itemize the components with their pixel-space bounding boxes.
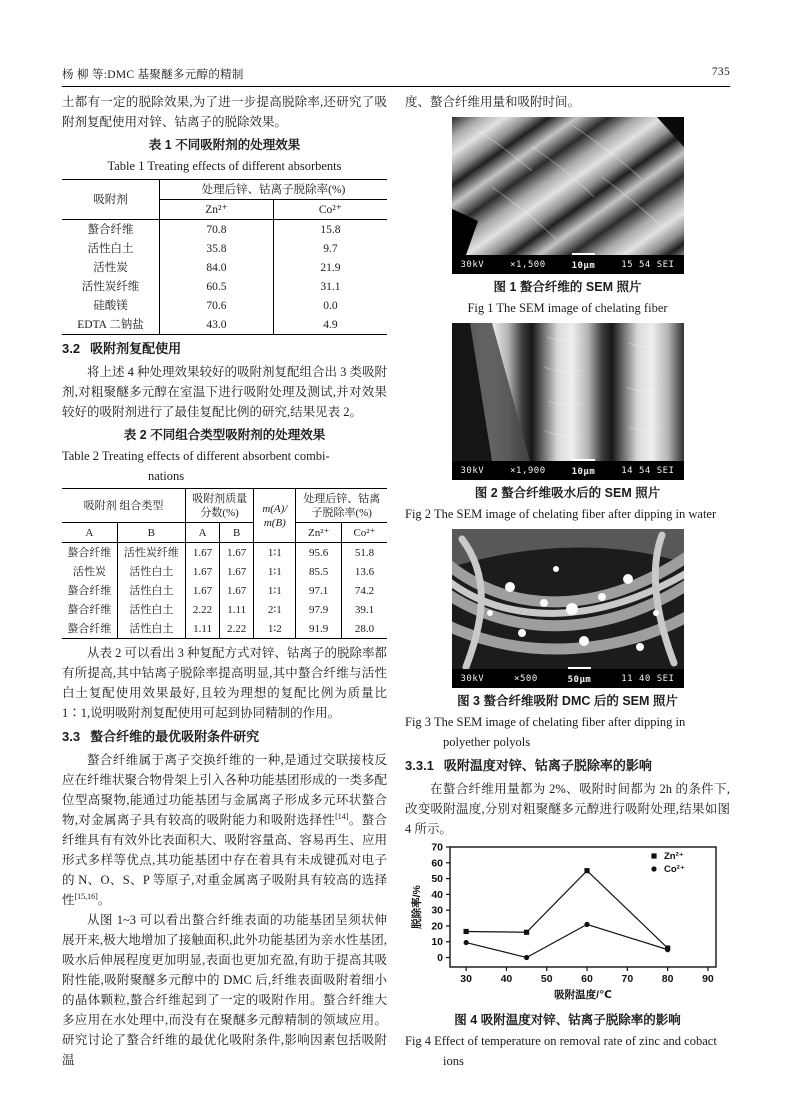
table2-col-combo: 吸附剂 组合类型 [62, 489, 185, 523]
sem-info-bar-3 [452, 669, 684, 688]
paragraph-after-table2: 从表 2 可以看出 3 种复配方式对锌、钴离子的脱除率都有所提高,其中钴离子脱除率提高明显,其中螯合纤维与活性白土复配使用效果最好,且较为理想的复配比例为质量比 1∶1,说明吸附剂复配使用可起到协同精制的作用。 [62, 646, 388, 720]
left-column [62, 92, 387, 1074]
table-row: 螯合纤维 70.8 15.8 [62, 220, 387, 240]
figure1-caption-en: Fig 1 The SEM image of chelating fiber [467, 301, 668, 315]
sem-image-1 [452, 117, 684, 255]
paragraph-3-3-b: 从图 1~3 可以看出螯合纤维表面的功能基团呈须状伸展开来,极大地增加了接触面积,此外功能基团为亲水性基团,吸水后伸展程度更加明显,表面也更加充盈,有助于提高其吸附性能,吸附聚醚多元醇中的 DMC 后,纤维表面吸附着细小的晶体颗粒,螯合纤维起到了一定的吸附作用。螯合纤维大多应用在水处理中,而没有在聚醚多元醇精制的领域应用。研究讨论了螯合纤维的最优化吸附条件,影响因素包括吸附温 [62, 913, 387, 1067]
figure3-caption-cn: 图 3 螯合纤维吸附 DMC 后的 SEM 照片 [457, 694, 678, 708]
table-row: 螯合纤维 活性白土 1.11 2.22 1∶2 91.9 28.0 [62, 619, 387, 639]
section-heading-3-3: 3.3 螯合纤维的最优吸附条件研究 [62, 729, 260, 744]
table1 [62, 179, 387, 335]
svg-text:40: 40 [500, 973, 512, 985]
paragraph-3-2: 将上述 4 种处理效果较好的吸附剂复配组合出 3 类吸附剂,对粗聚醚多元醇在室温下进行吸附处理及测试,并对效果较好的吸附剂进行了最佳复配比例的研究,结果见表 2。 [62, 365, 388, 419]
sem-image-3 [452, 529, 684, 669]
table1-col-co: Co²⁺ [273, 200, 387, 220]
ref-14: [14] [335, 811, 349, 821]
paragraph-intro: 土都有一定的脱除效果,为了进一步提高脱除率,还研究了吸附剂复配使用对锌、钴离子的脱除效果。 [62, 95, 387, 129]
ref-15-16: [15,16] [74, 891, 98, 901]
table1-col-group: 处理后锌、钴离子脱除率(%) [160, 180, 388, 200]
table2-col-mass: 吸附剂质量 分数(%) [185, 489, 253, 523]
right-column [405, 92, 730, 1074]
table-row: 活性炭 84.0 21.9 [62, 258, 387, 277]
figure2-caption-cn: 图 2 螯合纤维吸水后的 SEM 照片 [474, 486, 661, 500]
table2 [62, 488, 387, 639]
sem-image-2 [452, 323, 684, 461]
running-title: 杨 柳 等:DMC 基聚醚多元醇的精制 [62, 69, 244, 81]
sem-magnification: ×500 [514, 673, 538, 684]
svg-text:Co²⁺: Co²⁺ [663, 864, 685, 875]
line-chart [408, 841, 728, 1001]
svg-text:40: 40 [430, 888, 443, 901]
sem-figure-3 [452, 529, 684, 688]
sem-stamp: 11 40 SEI [621, 673, 675, 684]
table-row [62, 489, 387, 523]
running-header [62, 66, 730, 82]
paragraph-3-3-a: 螯合纤维属于离子交换纤维的一种,是通过交联接枝反应在纤维状聚合物骨架上引入各种功能基团形成的一类多配位型高聚物,能通过功能基团与金属离子形成多元环状螯合物,对金属离子具有较高的吸附能力和吸附选择性[14]。螯合纤维具有有效外比表面积大、吸附容量高、容易再生、应用形式多样等优点,其功能基团中存在着具有未成键孤对电子的 N、O、S、P 等原子,对重金属离子吸附具有较高的选择性[15,16]。 [62, 753, 388, 907]
table-row: 硅酸镁 70.6 0.0 [62, 296, 387, 315]
sem-scale-bar: 10μm [572, 253, 596, 276]
sem-kv: 30kV [460, 259, 485, 270]
table-row [62, 180, 387, 200]
figure4-chart [408, 841, 728, 1007]
sem-figure-1 [452, 117, 684, 274]
page-number: 735 [711, 66, 730, 78]
paragraph-3-3-1: 在螯合纤维用量都为 2%、吸附时间都为 2h 的条件下,改变吸附温度,分别对粗聚醚多元醇进行吸附处理,结果如图 4 所示。 [405, 782, 730, 836]
table2-col-ratio: m(A)/ m(B) [254, 489, 296, 543]
svg-text:50: 50 [540, 973, 553, 985]
svg-text:30: 30 [459, 973, 472, 985]
svg-text:吸附温度/℃: 吸附温度/℃ [553, 989, 612, 1001]
svg-text:90: 90 [701, 973, 714, 985]
table-row: EDTA 二钠盐 43.0 4.9 [62, 315, 387, 335]
svg-text:70: 70 [620, 973, 633, 985]
table-row: 螯合纤维 活性白土 1.67 1.67 1∶1 97.1 74.2 [62, 581, 387, 600]
svg-text:50: 50 [430, 873, 443, 886]
section-heading-3-3-1: 3.3.1 吸附温度对锌、钴离子脱除率的影响 [405, 758, 652, 773]
svg-text:0: 0 [436, 952, 443, 965]
figure4-caption-en: Fig 4 Effect of temperature on removal rate of zinc and cobact ions [405, 1034, 717, 1068]
svg-text:60: 60 [430, 857, 443, 870]
header-rule [62, 86, 730, 87]
table-row: 活性炭纤维 60.5 31.1 [62, 277, 387, 296]
svg-text:20: 20 [430, 920, 443, 933]
sem-scale-bar: 10μm [572, 459, 596, 482]
table-row: 活性炭 活性白土 1.67 1.67 1∶1 85.5 13.6 [62, 562, 387, 581]
table1-caption-en: Table 1 Treating effects of different absorbents [107, 159, 342, 173]
sem-magnification: ×1,900 [510, 465, 546, 476]
sem-stamp: 14 54 SEI [621, 465, 675, 476]
table2-caption-en: Table 2 Treating effects of different absorbent combi- nations [62, 449, 330, 483]
table2-col-removal: 处理后锌、钴离 子脱除率(%) [296, 489, 387, 523]
svg-text:10: 10 [430, 936, 443, 949]
paragraph-continuation: 度、螯合纤维用量和吸附时间。 [405, 95, 581, 109]
table1-col-zn: Zn²⁺ [160, 200, 274, 220]
svg-text:脱除率/%: 脱除率/% [410, 885, 423, 929]
table-row: 螯合纤维 活性炭纤维 1.67 1.67 1∶1 95.6 51.8 [62, 543, 387, 563]
sem-info-bar-2 [452, 461, 684, 480]
sem-magnification: ×1,500 [510, 259, 546, 270]
figure2-caption-en: Fig 2 The SEM image of chelating fiber after dipping in water [405, 507, 717, 521]
svg-text:30: 30 [430, 904, 443, 917]
svg-text:80: 80 [661, 973, 673, 985]
table1-col-absorbent: 吸附剂 [93, 193, 128, 206]
svg-text:Zn²⁺: Zn²⁺ [663, 851, 684, 862]
sem-scale-bar: 50μm [568, 667, 592, 690]
table1-caption-cn: 表 1 不同吸附剂的处理效果 [148, 138, 301, 152]
section-heading-3-2: 3.2 吸附剂复配使用 [62, 341, 182, 356]
table-row: A B A B Zn²⁺ Co²⁺ [62, 523, 387, 543]
table2-caption-cn: 表 2 不同组合类型吸附剂的处理效果 [123, 428, 326, 442]
sem-kv: 30kV [460, 673, 485, 684]
figure1-caption-cn: 图 1 螯合纤维的 SEM 照片 [493, 280, 642, 294]
figure4-caption-cn: 图 4 吸附温度对锌、钴离子脱除率的影响 [454, 1013, 681, 1027]
sem-info-bar-1 [452, 255, 684, 274]
sem-figure-2 [452, 323, 684, 480]
sem-kv: 30kV [460, 465, 485, 476]
two-column-body [62, 92, 730, 1074]
table-row: 活性白土 35.8 9.7 [62, 239, 387, 258]
sem-stamp: 15 54 SEI [621, 259, 675, 270]
svg-text:70: 70 [430, 841, 443, 854]
svg-text:60: 60 [580, 973, 593, 985]
figure3-caption-en: Fig 3 The SEM image of chelating fiber after dipping in polyether polyols [405, 715, 686, 749]
table-row: 螯合纤维 活性白土 2.22 1.11 2∶1 97.9 39.1 [62, 600, 387, 619]
